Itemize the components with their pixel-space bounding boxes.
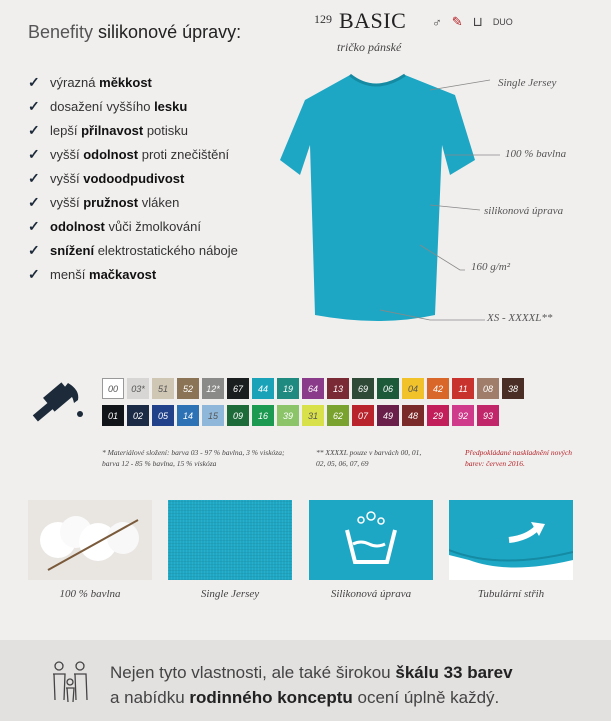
color-swatch[interactable]: 64 xyxy=(302,378,324,399)
benefit-text: menší mačkavost xyxy=(50,266,157,282)
label-silicone: silikonová úprava xyxy=(484,205,564,217)
color-swatch[interactable]: 00 xyxy=(102,378,124,399)
color-swatch[interactable]: 02 xyxy=(127,405,149,426)
color-swatch[interactable]: 04 xyxy=(402,378,424,399)
benefit-item xyxy=(28,190,238,214)
color-swatch[interactable]: 09 xyxy=(227,405,249,426)
check-icon: ✓ xyxy=(28,73,40,90)
color-swatch[interactable]: 93 xyxy=(477,405,499,426)
material-note: * Materiálové složení: barva 03 - 97 % bavlna, 3 % viskóza; barva 12 - 85 % bavlna, 15 % viskóza xyxy=(102,448,285,468)
product-name: BASIC xyxy=(339,8,407,33)
label-sizes: XS - XXXXL** xyxy=(487,312,553,324)
wash-icon: ⊔ xyxy=(472,14,483,29)
color-swatch[interactable]: 52 xyxy=(177,378,199,399)
color-swatch[interactable]: 16 xyxy=(252,405,274,426)
color-swatch[interactable]: 48 xyxy=(402,405,424,426)
color-swatch[interactable]: 13 xyxy=(327,378,349,399)
benefit-item xyxy=(28,70,238,94)
cotton-image xyxy=(28,500,152,580)
color-swatch[interactable]: 49 xyxy=(377,405,399,426)
benefit-item xyxy=(28,118,238,142)
footer-text: Nejen tyto vlastnosti, ale také širokou škálu 33 barev a nabídku rodinného konceptu ocení úplně každý. xyxy=(110,663,513,707)
benefit-text: vyšší odolnost proti znečištění xyxy=(50,146,230,162)
label-cotton: 100 % bavlna xyxy=(505,148,567,160)
color-swatch[interactable]: 03* xyxy=(127,378,149,399)
sizes-note: ** XXXXL pouze v barvách 00, 01, 02, 05, 06, 07, 69 xyxy=(316,448,422,468)
benefit-text: lepší přilnavost potisku xyxy=(50,122,189,138)
check-icon: ✓ xyxy=(28,97,40,114)
color-swatch[interactable]: 39 xyxy=(277,405,299,426)
color-swatch[interactable]: 69 xyxy=(352,378,374,399)
benefit-text: odolnost vůči žmolkování xyxy=(50,218,201,234)
benefits-title: Benefity silikonové úpravy: xyxy=(28,22,242,42)
tubular-icon xyxy=(449,500,573,580)
duo-label: DUO xyxy=(492,17,513,27)
benefit-text: snížení elektrostatického náboje xyxy=(50,242,238,258)
new-colors-note: Předpokládané naskladnění nových barev: červen 2016. xyxy=(465,448,573,468)
product-icons xyxy=(432,14,513,30)
benefit-text: vyšší pružnost vláken xyxy=(50,194,180,210)
check-icon: ✓ xyxy=(28,121,40,138)
color-swatch[interactable]: 51 xyxy=(152,378,174,399)
benefit-text: dosažení vyššího lesku xyxy=(50,98,188,114)
color-swatch[interactable]: 05 xyxy=(152,405,174,426)
tubular-card xyxy=(449,500,573,580)
benefit-item xyxy=(28,166,238,190)
benefit-text: vyšší vodoodpudivost xyxy=(50,170,185,186)
silicone-card xyxy=(309,500,433,580)
color-swatch[interactable]: 67 xyxy=(227,378,249,399)
label-single-jersey: Single Jersey xyxy=(498,77,557,89)
tshirt-illustration xyxy=(280,65,610,335)
label-weight: 160 g/m² xyxy=(471,261,511,273)
color-swatch[interactable]: 12* xyxy=(202,378,224,399)
benefit-item xyxy=(28,262,238,286)
male-icon: ♂ xyxy=(432,14,442,30)
family-icon xyxy=(50,660,90,704)
benefit-text: výrazná měkkost xyxy=(50,74,152,90)
caption-silicone: Silikonová úprava xyxy=(330,588,412,600)
color-swatch[interactable]: 07 xyxy=(352,405,374,426)
iron-icon: ✎ xyxy=(451,14,463,29)
check-icon: ✓ xyxy=(28,145,40,162)
color-swatch[interactable]: 06 xyxy=(377,378,399,399)
paint-brush-icon xyxy=(28,378,88,428)
color-swatch[interactable]: 11 xyxy=(452,378,474,399)
color-swatch[interactable]: 31 xyxy=(302,405,324,426)
benefit-item xyxy=(28,238,238,262)
color-swatch[interactable]: 38 xyxy=(502,378,524,399)
cotton-icon xyxy=(28,500,152,580)
benefit-item xyxy=(28,142,238,166)
check-icon: ✓ xyxy=(28,217,40,234)
color-swatch[interactable]: 08 xyxy=(477,378,499,399)
benefit-item xyxy=(28,214,238,238)
color-swatch[interactable]: 01 xyxy=(102,405,124,426)
check-icon: ✓ xyxy=(28,241,40,258)
jersey-texture xyxy=(168,500,292,580)
benefit-item xyxy=(28,94,238,118)
caption-jersey: Single Jersey xyxy=(200,588,260,600)
benefit-list xyxy=(28,70,238,286)
check-icon: ✓ xyxy=(28,265,40,282)
color-swatch[interactable]: 15 xyxy=(202,405,224,426)
product-number: 129 xyxy=(314,12,332,26)
wash-basin-icon xyxy=(309,500,433,580)
swatch-row-2 xyxy=(102,405,499,426)
tshirt-body xyxy=(280,75,475,321)
color-swatch[interactable]: 29 xyxy=(427,405,449,426)
check-icon: ✓ xyxy=(28,193,40,210)
color-swatch[interactable]: 92 xyxy=(452,405,474,426)
color-swatch[interactable]: 14 xyxy=(177,405,199,426)
color-swatch[interactable]: 44 xyxy=(252,378,274,399)
swatch-row-1 xyxy=(102,378,524,399)
color-swatch[interactable]: 19 xyxy=(277,378,299,399)
check-icon: ✓ xyxy=(28,169,40,186)
caption-cotton: 100 % bavlna xyxy=(59,588,121,600)
caption-tubular: Tubulární střih xyxy=(477,588,545,600)
product-subtitle: tričko pánské xyxy=(337,40,402,54)
color-swatch[interactable]: 62 xyxy=(327,405,349,426)
color-swatch[interactable]: 42 xyxy=(427,378,449,399)
